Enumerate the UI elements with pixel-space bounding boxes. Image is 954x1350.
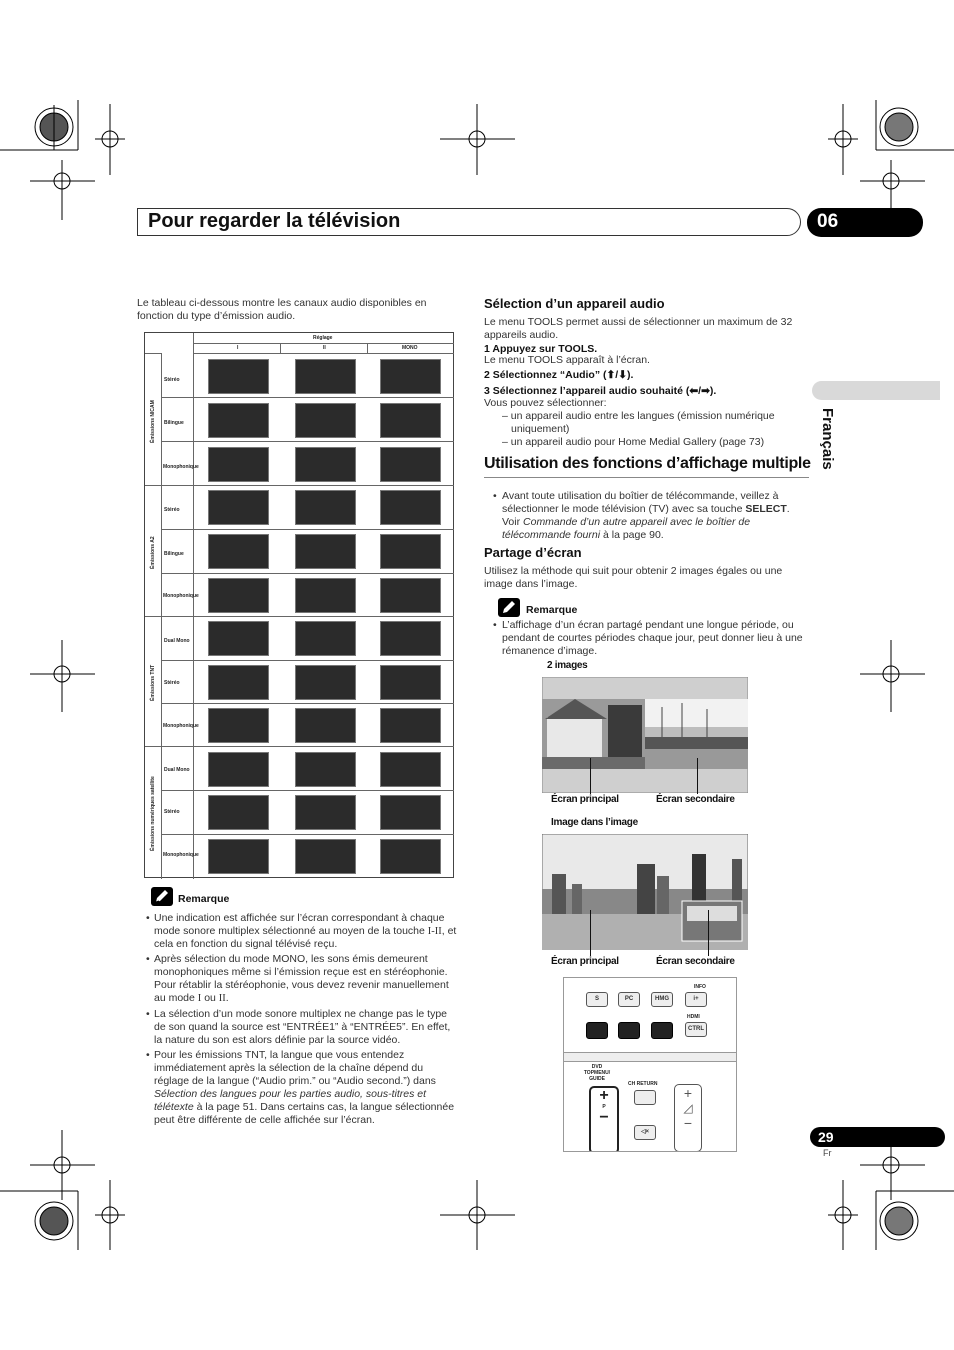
screen-thumbnail: [208, 621, 269, 656]
row-label: Monophonique: [163, 852, 199, 858]
pointer-line: [590, 758, 591, 794]
col-header-1: I: [237, 345, 239, 351]
screen-thumbnail: [208, 534, 269, 569]
row-label: Monophonique: [163, 464, 199, 470]
screen-thumbnail: [295, 403, 356, 438]
row-label: Stéréo: [164, 507, 180, 513]
note-item: • Une indication est affichée sur l’écran correspondant à chaque mode sonore multiplex sélectionné au moyen de la touche I-II, et cela en fonction du signal télévisé reçu.: [146, 912, 457, 950]
screen-thumbnail: [208, 665, 269, 700]
remote-button-ctrl: CTRL: [685, 1022, 707, 1037]
remote-button-hmg: HMG: [651, 992, 673, 1007]
screen-thumbnail: [295, 795, 356, 830]
table-intro: Le tableau ci-dessous montre les canaux audio disponibles en fonction du type d’émission audio.: [137, 297, 427, 322]
step-2: 2 Sélectionnez “Audio” (⬆/⬇).: [484, 369, 634, 381]
screen-thumbnail: [295, 665, 356, 700]
screen-thumbnail: [380, 839, 441, 874]
table-top-header: Réglage: [313, 335, 333, 341]
figure-caption: Écran principal: [551, 794, 619, 805]
screen-thumbnail: [380, 708, 441, 743]
option-item: – un appareil audio entre les langues (émission numérique uniquement): [502, 410, 775, 435]
row-label: Stéréo: [164, 680, 180, 686]
table-divider: [161, 529, 454, 530]
screen-thumbnail: [208, 403, 269, 438]
screen-thumbnail: [208, 578, 269, 613]
group-label: Émissions NICAM: [150, 400, 156, 443]
page-language-code: Fr: [823, 1148, 832, 1158]
col-header-3: MONO: [402, 345, 418, 351]
page-number: 29: [818, 1129, 834, 1145]
subsection-heading: Partage d’écran: [484, 545, 582, 560]
table-divider: [193, 333, 194, 879]
page-title: Pour regarder la télévision: [148, 210, 401, 232]
screen-thumbnail: [295, 490, 356, 525]
screen-thumbnail: [380, 665, 441, 700]
pointer-line: [697, 758, 698, 794]
table-divider: [193, 343, 454, 344]
screen-thumbnail: [380, 752, 441, 787]
screen-thumbnail: [208, 359, 269, 394]
step-1-detail: Le menu TOOLS apparaît à l’écran.: [484, 354, 650, 366]
table-divider: [161, 703, 454, 704]
table-divider: [161, 441, 454, 442]
note-item: • Après sélection du mode MONO, les sons émis demeurent monophoniques même si l’émission reçue est en stéréophonie. Pour rétablir la stéréophonie, vous devez revenir manuellement au mode I ou II.: [146, 953, 449, 1004]
row-label: Bilingue: [164, 420, 184, 426]
row-label: Monophonique: [163, 723, 199, 729]
screen-thumbnail: [380, 795, 441, 830]
freeze-icon: [651, 1022, 673, 1039]
screen-thumbnail: [380, 447, 441, 482]
pencil-icon: [151, 887, 173, 906]
table-divider: [193, 353, 454, 354]
remote-control-illustration: [563, 977, 737, 1152]
screen-thumbnail: [380, 578, 441, 613]
step-3: 3 Sélectionnez l’appareil audio souhaité (⬅/➡).: [484, 385, 717, 397]
table-divider: [161, 573, 454, 574]
screen-thumbnail: [295, 447, 356, 482]
table-divider: [161, 790, 454, 791]
remote-dvd-label: DVD TOPMENU/ GUIDE: [583, 1064, 611, 1082]
section-heading: Sélection d’un appareil audio: [484, 296, 665, 311]
audio-channel-table: [144, 332, 454, 878]
remote-info-label: INFO: [694, 984, 706, 990]
screen-thumbnail: [295, 839, 356, 874]
row-label: Stéréo: [164, 809, 180, 815]
split-screen-illustration: [542, 677, 748, 793]
group-label: Émissions numériques satellite: [150, 776, 156, 851]
table-divider: [161, 834, 454, 835]
mute-icon: ◁×: [634, 1125, 656, 1140]
screen-thumbnail: [208, 752, 269, 787]
remote-button-s: S: [586, 992, 608, 1007]
screen-thumbnail: [295, 534, 356, 569]
table-divider: [145, 353, 162, 354]
chapter-number: 06: [817, 211, 839, 232]
figure-caption: Écran secondaire: [656, 956, 735, 967]
row-label: Monophonique: [163, 593, 199, 599]
remote-ch-return-label: CH RETURN: [628, 1081, 658, 1087]
screen-thumbnail: [295, 708, 356, 743]
remote-volume-rocker: + ◿ −: [674, 1084, 702, 1152]
language-label: Français: [819, 408, 836, 470]
remote-button-ch-return: [634, 1090, 656, 1105]
table-divider: [161, 397, 454, 398]
pip-icon: [618, 1022, 640, 1039]
pointer-line: [708, 910, 709, 956]
section-intro: Le menu TOOLS permet aussi de sélectionner un maximum de 32 appareils audio.: [484, 316, 793, 341]
step-3-detail: Vous pouvez sélectionner:: [484, 397, 607, 409]
screen-thumbnail: [380, 490, 441, 525]
subsection-text: Utilisez la méthode qui suit pour obtenir 2 images égales ou une image dans l’image.: [484, 565, 783, 590]
figure-caption: Écran secondaire: [656, 794, 735, 805]
screen-thumbnail: [208, 490, 269, 525]
remote-button-info: i+: [685, 992, 707, 1007]
table-divider: [367, 343, 368, 353]
pencil-icon: [498, 598, 520, 617]
option-item: – un appareil audio pour Home Medial Gallery (page 73): [502, 436, 765, 448]
figure-label: 2 images: [547, 660, 588, 671]
screen-thumbnail: [208, 839, 269, 874]
remote-button-pc: PC: [618, 992, 640, 1007]
screen-thumbnail: [380, 403, 441, 438]
remote-divider: [564, 1052, 736, 1062]
row-label: Bilingue: [164, 551, 184, 557]
screen-thumbnail: [295, 752, 356, 787]
note-label: Remarque: [178, 893, 230, 905]
row-label: Dual Mono: [164, 767, 190, 773]
remote-program-rocker: + P −: [589, 1086, 619, 1152]
bullet-item: • Avant toute utilisation du boîtier de télécommande, veillez à sélectionner le mode télévision (TV) avec sa touche SELECT. Voir Commande d’un autre appareil avec le boîtier de télécommande fourni à la page 90.: [493, 490, 790, 541]
screen-thumbnail: [380, 534, 441, 569]
screen-thumbnail: [295, 621, 356, 656]
split-screen-icon: [586, 1022, 608, 1039]
note-item: • L’affichage d’un écran partagé pendant une longue période, ou pendant de courtes périodes chaque jour, peut donner lieu à une rémanence d’image.: [493, 619, 803, 657]
table-divider: [280, 343, 281, 353]
screen-thumbnail: [380, 621, 441, 656]
remote-hdmi-label: HDMI: [687, 1014, 700, 1020]
screen-thumbnail: [208, 795, 269, 830]
note-label: Remarque: [526, 604, 578, 616]
group-label: Émissions A2: [150, 536, 156, 569]
pointer-line: [590, 910, 591, 956]
section-heading: Utilisation des fonctions d’affichage multiple: [484, 455, 811, 472]
table-divider: [145, 485, 454, 486]
screen-thumbnail: [208, 708, 269, 743]
heading-rule: [484, 477, 809, 478]
note-item: • Pour les émissions TNT, la langue que vous entendez immédiatement après la sélection de la chaîne dépend du réglage de la langue (“Audio prim.” ou “Audio second.”) dans Sélection des langues pour les parties audio, sous-titres et télétexte à la page 51. Dans certains cas, la langue sélectionnée peut être différente de celle affichée sur l’écran.: [146, 1049, 455, 1126]
screen-thumbnail: [295, 578, 356, 613]
group-label: Émissions TNT: [150, 664, 156, 701]
screen-thumbnail: [380, 359, 441, 394]
screen-thumbnail: [208, 447, 269, 482]
table-divider: [145, 616, 454, 617]
screen-thumbnail: [295, 359, 356, 394]
col-header-2: II: [323, 345, 326, 351]
table-divider: [161, 660, 454, 661]
step-1: 1 Appuyez sur TOOLS.: [484, 343, 598, 355]
language-tab: [812, 381, 940, 400]
picture-in-picture-illustration: [542, 834, 748, 950]
figure-label: Image dans l’image: [551, 817, 638, 828]
table-divider: [145, 746, 454, 747]
row-label: Stéréo: [164, 377, 180, 383]
row-label: Dual Mono: [164, 638, 190, 644]
figure-caption: Écran principal: [551, 956, 619, 967]
note-item: • La sélection d’un mode sonore multiplex ne change pas le type de son quand la source est “ENTRÉE1” à “ENTRÉE5”. En effet, la nature du son est alors définie par la source vidéo.: [146, 1008, 451, 1046]
